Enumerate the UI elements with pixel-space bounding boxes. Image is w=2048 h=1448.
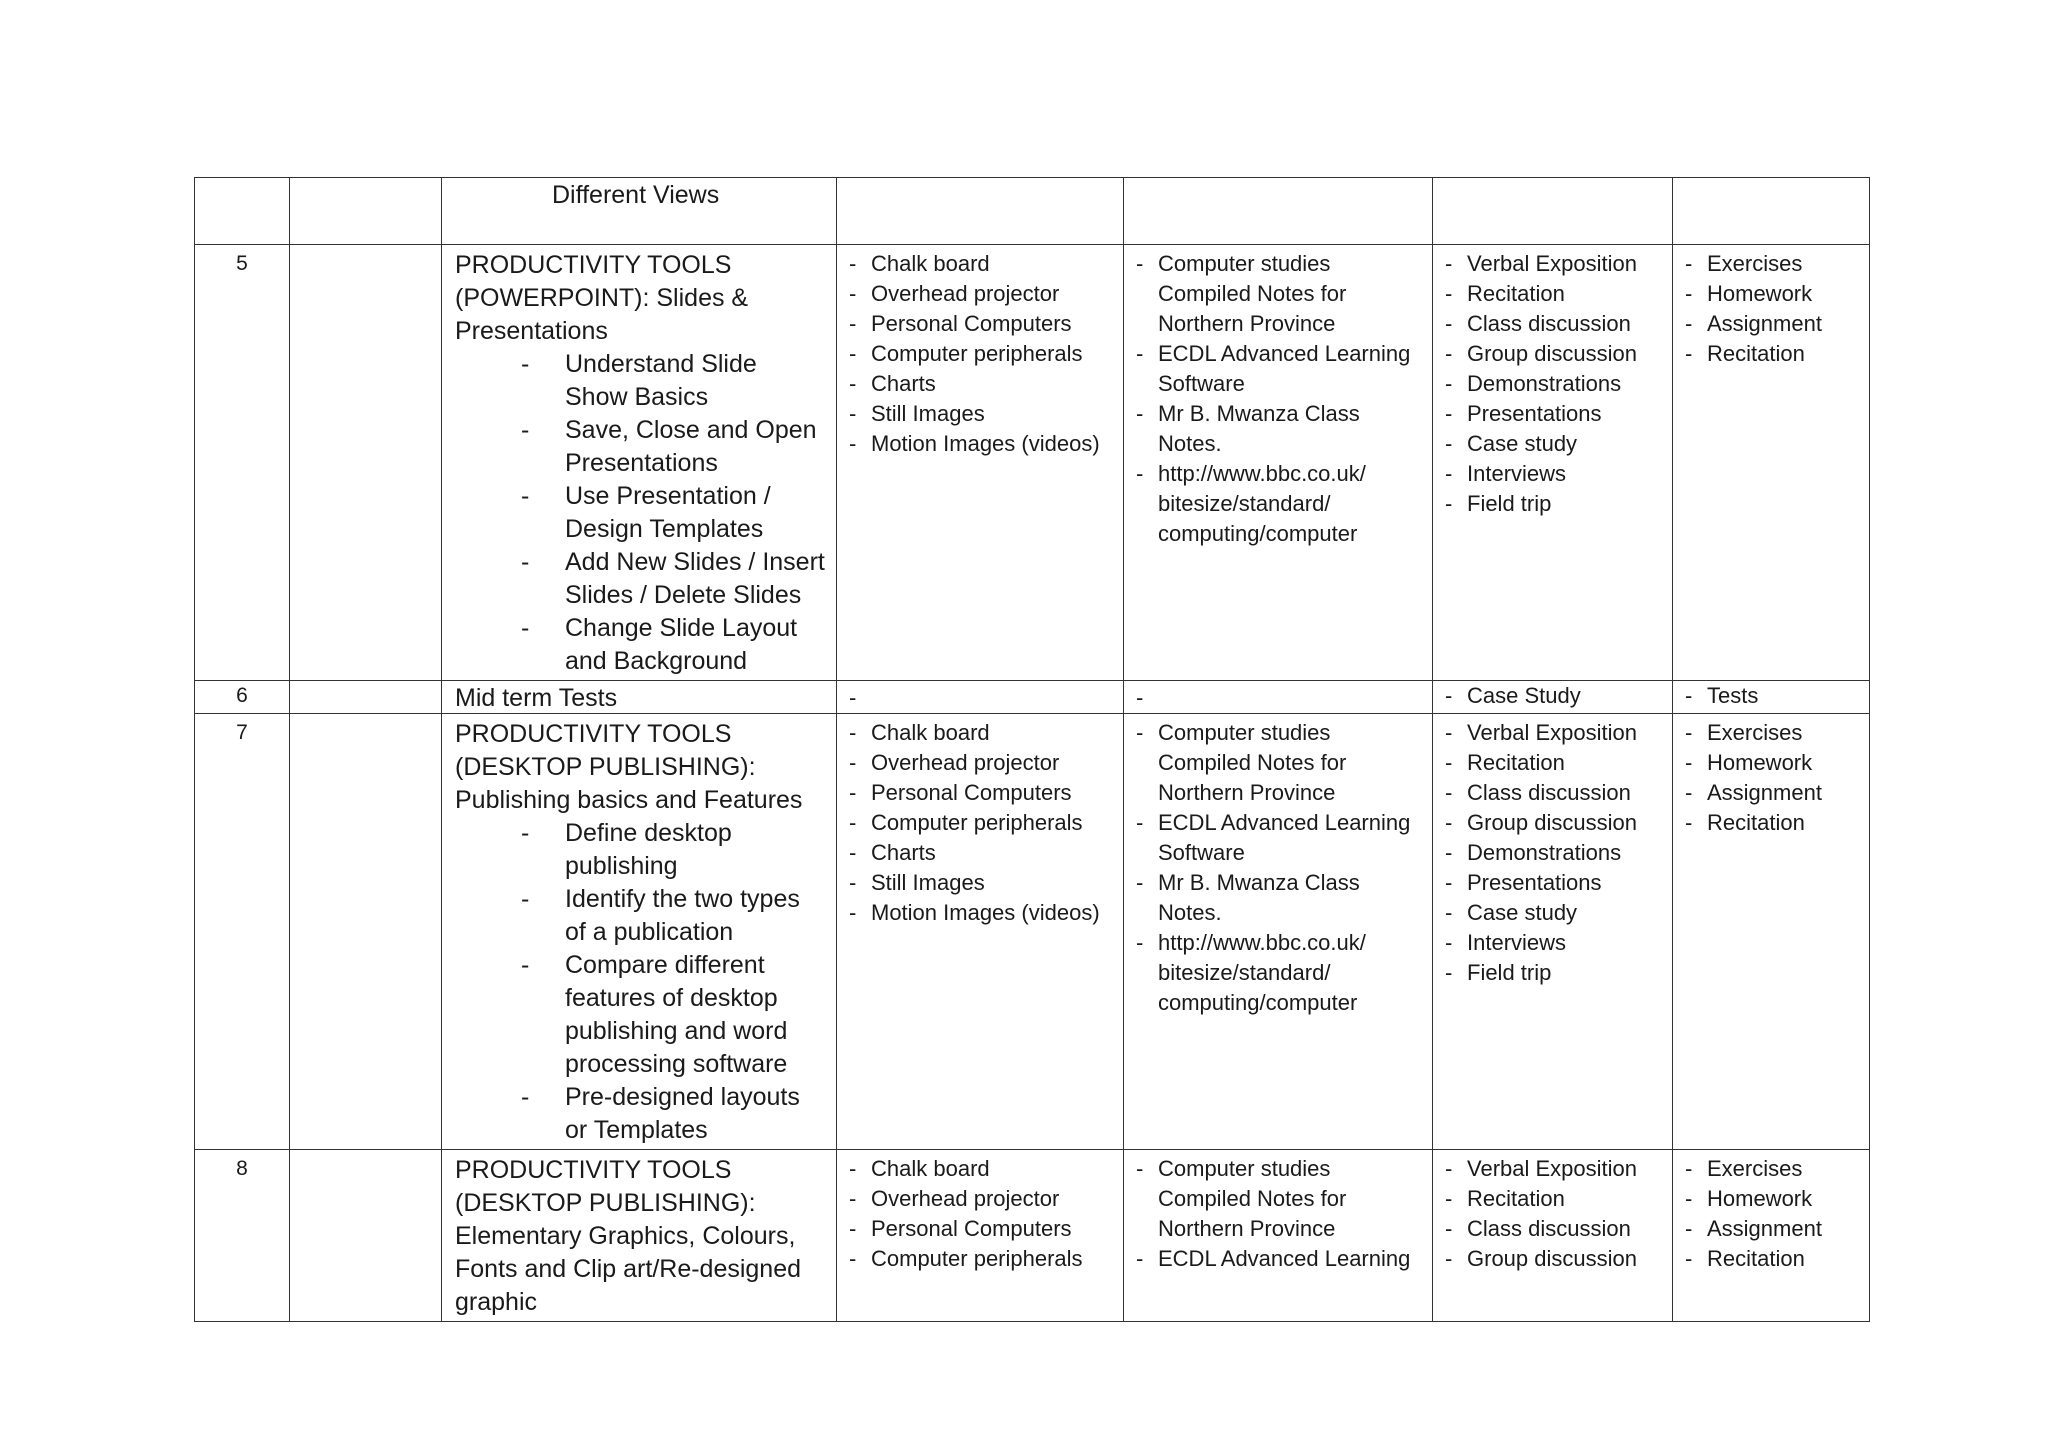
evaluation-cell (1673, 178, 1870, 245)
list-item: - Recitation (1685, 341, 1805, 366)
table-row (195, 681, 1870, 714)
topic-title: PRODUCTIVITY TOOLS (DESKTOP PUBLISHING): Publishing basics and Features (455, 720, 803, 814)
date-cell (290, 714, 442, 1150)
list-item: - Computer peripherals (849, 810, 1083, 835)
list-item: - Personal Computers (849, 780, 1072, 805)
evaluation-cell (1673, 714, 1870, 1150)
list-item: - Overhead projector (849, 1186, 1060, 1211)
table-row (195, 714, 1870, 1150)
references-cell (1124, 714, 1433, 1150)
list-item: - Chalk board (849, 1156, 990, 1181)
list-item: - Exercises (1685, 251, 1803, 276)
topic-cell (442, 714, 837, 1150)
list-item: - Computer studies Compiled Notes for Northern Province (1136, 720, 1347, 805)
list-item: - Recitation (1685, 810, 1805, 835)
topic-subitem: - Add New Slides / Insert Slides / Delete Slides (521, 548, 825, 609)
list-item: - ECDL Advanced Learning (1136, 1246, 1411, 1271)
date-cell (290, 681, 442, 714)
topic-subitem: - Identify the two types of a publication (521, 885, 800, 946)
week-cell (195, 681, 290, 714)
list-item: - ECDL Advanced Learning Software (1136, 810, 1411, 865)
list-item: - Recitation (1685, 1246, 1805, 1271)
references-cell (1124, 178, 1433, 245)
list-item: - Homework (1685, 1186, 1813, 1211)
list-item: - Group discussion (1445, 810, 1637, 835)
list-item: - Overhead projector (849, 281, 1060, 306)
list-item: - Mr B. Mwanza Class Notes. (1136, 870, 1360, 925)
topic-cell (442, 178, 837, 245)
list-item: - Homework (1685, 750, 1813, 775)
scheme-of-work-table (194, 177, 1870, 1322)
list-item: - Homework (1685, 281, 1813, 306)
topic-subitem: - Compare different features of desktop publishing and word processing software (521, 951, 788, 1078)
topic-subitem: - Change Slide Layout and Background (521, 614, 798, 675)
methods-cell (1433, 681, 1673, 714)
week-number: 8 (236, 1157, 248, 1180)
topic-title: PRODUCTIVITY TOOLS (POWERPOINT): Slides & Presentations (455, 251, 749, 345)
references-cell (1124, 681, 1433, 714)
week-number: 7 (236, 721, 248, 744)
resources-cell (837, 245, 1124, 681)
list-item: - Case Study (1445, 683, 1581, 708)
references-cell (1124, 1150, 1433, 1322)
week-number: 5 (236, 252, 248, 275)
list-item: - Demonstrations (1445, 371, 1622, 396)
week-cell (195, 714, 290, 1150)
list-item: - Case study (1445, 900, 1578, 925)
list-item: - http://www.bbc.co.uk/ bitesize/standard/ computing/computer (1136, 461, 1366, 546)
topic-title: Mid term Tests (455, 684, 618, 712)
empty-dash: - (1136, 685, 1144, 710)
list-item: - Assignment (1685, 1216, 1822, 1241)
topic-cell (442, 245, 837, 681)
resources-cell (837, 714, 1124, 1150)
list-item: - Case study (1445, 431, 1578, 456)
list-item: - Group discussion (1445, 341, 1637, 366)
resources-cell (837, 178, 1124, 245)
list-item: - Chalk board (849, 251, 990, 276)
list-item: - Computer peripherals (849, 1246, 1083, 1271)
empty-dash: - (849, 685, 857, 710)
methods-cell (1433, 1150, 1673, 1322)
list-item: - Motion Images (videos) (849, 431, 1100, 456)
methods-cell (1433, 245, 1673, 681)
list-item: - Computer peripherals (849, 341, 1083, 366)
list-item: - Verbal Exposition (1445, 1156, 1637, 1181)
list-item: - http://www.bbc.co.uk/ bitesize/standard/ computing/computer (1136, 930, 1366, 1015)
list-item: - Assignment (1685, 780, 1822, 805)
list-item: - Verbal Exposition (1445, 251, 1637, 276)
table-row (195, 245, 1870, 681)
list-item: - Mr B. Mwanza Class Notes. (1136, 401, 1360, 456)
list-item: - Charts (849, 840, 936, 865)
list-item: - Computer studies Compiled Notes for Northern Province (1136, 251, 1347, 336)
date-cell (290, 1150, 442, 1322)
list-item: - Still Images (849, 401, 985, 426)
week-cell (195, 1150, 290, 1322)
resources-cell (837, 681, 1124, 714)
methods-cell (1433, 178, 1673, 245)
list-item: - Interviews (1445, 461, 1567, 486)
list-item: - Motion Images (videos) (849, 900, 1100, 925)
list-item: - Exercises (1685, 1156, 1803, 1181)
topic-subitem: - Understand Slide Show Basics (521, 350, 757, 411)
list-item: - Recitation (1445, 281, 1565, 306)
date-cell (290, 245, 442, 681)
list-item: - Overhead projector (849, 750, 1060, 775)
list-item: - Class discussion (1445, 311, 1631, 336)
list-item: - Presentations (1445, 401, 1602, 426)
list-item: - Charts (849, 371, 936, 396)
list-item: - Recitation (1445, 750, 1565, 775)
topic-subitem: Different Views (552, 181, 720, 209)
topic-subitem: - Use Presentation / Design Templates (521, 482, 771, 543)
list-item: - Still Images (849, 870, 985, 895)
topic-subitem: - Pre-designed layouts or Templates (521, 1083, 800, 1144)
topic-cell (442, 1150, 837, 1322)
evaluation-cell (1673, 681, 1870, 714)
evaluation-cell (1673, 245, 1870, 681)
date-cell (290, 178, 442, 245)
list-item: - Field trip (1445, 960, 1552, 985)
list-item: - Field trip (1445, 491, 1552, 516)
list-item: - Class discussion (1445, 780, 1631, 805)
list-item: - Verbal Exposition (1445, 720, 1637, 745)
evaluation-cell (1673, 1150, 1870, 1322)
list-item: - Computer studies Compiled Notes for Northern Province (1136, 1156, 1347, 1241)
week-cell (195, 178, 290, 245)
list-item: - Interviews (1445, 930, 1567, 955)
topic-subitem: - Save, Close and Open Presentations (521, 416, 817, 477)
list-item: - Presentations (1445, 870, 1602, 895)
methods-cell (1433, 714, 1673, 1150)
list-item: - Recitation (1445, 1186, 1565, 1211)
topic-subitem: - Define desktop publishing (521, 819, 732, 880)
list-item: - Class discussion (1445, 1216, 1631, 1241)
list-item: - Chalk board (849, 720, 990, 745)
week-cell (195, 245, 290, 681)
list-item: - Exercises (1685, 720, 1803, 745)
list-item: - Personal Computers (849, 1216, 1072, 1241)
list-item: - Demonstrations (1445, 840, 1622, 865)
references-cell (1124, 245, 1433, 681)
list-item: - Group discussion (1445, 1246, 1637, 1271)
list-item: - Personal Computers (849, 311, 1072, 336)
topic-cell (442, 681, 837, 714)
resources-cell (837, 1150, 1124, 1322)
list-item: - Tests (1685, 683, 1759, 708)
table-row (195, 1150, 1870, 1322)
table-row (195, 178, 1870, 245)
list-item: - Assignment (1685, 311, 1822, 336)
week-number: 6 (236, 684, 248, 707)
list-item: - ECDL Advanced Learning Software (1136, 341, 1411, 396)
topic-title: PRODUCTIVITY TOOLS (DESKTOP PUBLISHING): Elementary Graphics, Colours, Fonts and Clip art/Re-designed graphic (455, 1156, 802, 1316)
